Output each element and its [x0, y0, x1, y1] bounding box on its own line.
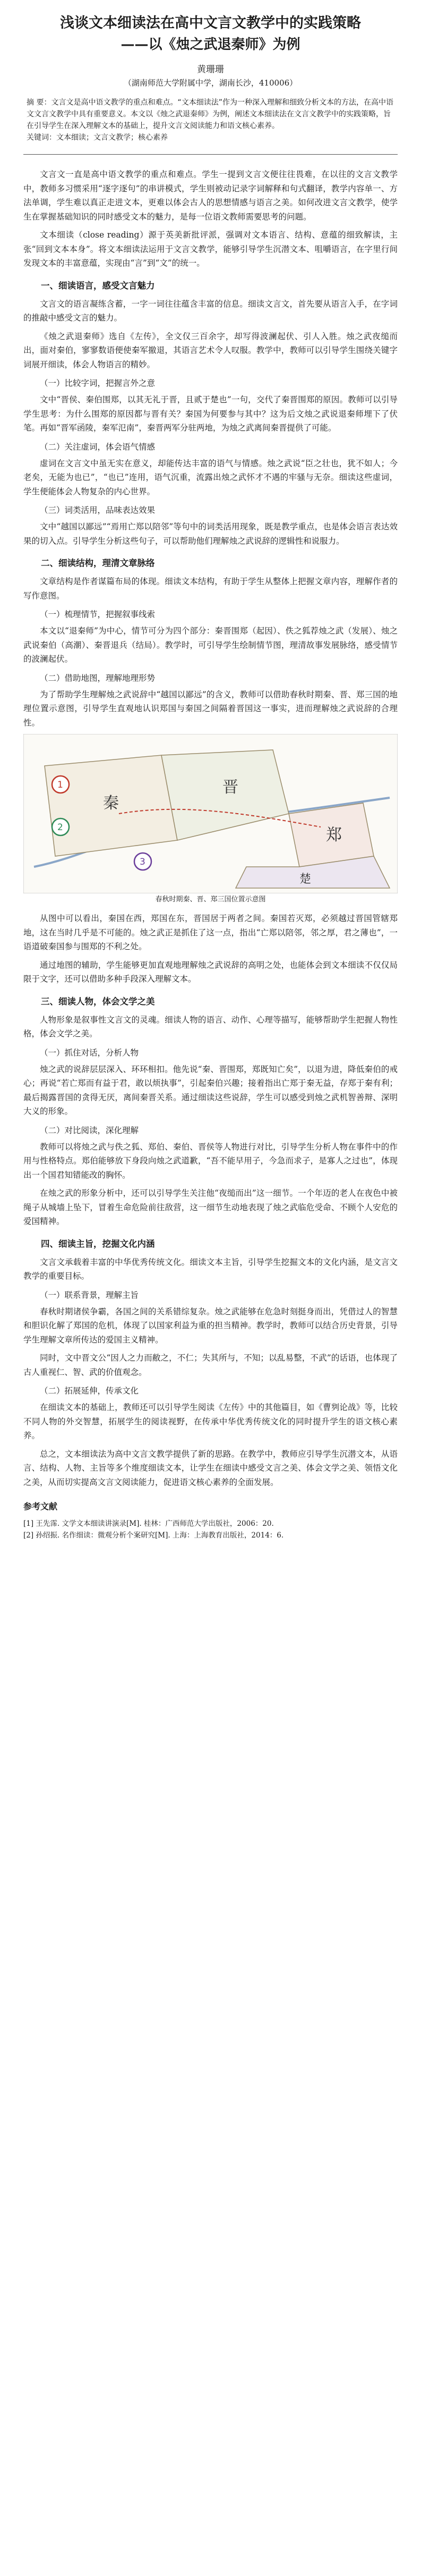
- body-paragraph: 为了帮助学生理解烛之武说辞中“越国以鄙远”的含义，教师可以借助春秋时期秦、晋、郑三国的地理位置示意图，引导学生直观地认识郑国与秦国之间隔着晋国这一事实，进而理解烛之武说辞的合理性。: [23, 689, 398, 728]
- body-paragraph: 教师可以将烛之武与佚之狐、郑伯、秦伯、晋侯等人物进行对比，引导学生分析人物在事件中的作用与性格特点。郑伯能够放下身段向烛之武道歉，“吾不能早用子，今急而求子，是寡人之过也”，体现出一个国君知错能改的胸怀。: [23, 1142, 398, 1180]
- references-list: [23, 1518, 398, 1541]
- map-label-chu: 楚: [299, 873, 312, 886]
- subsection-heading: （一）比较字词，把握言外之意: [40, 378, 156, 388]
- body-paragraph: 烛之武的说辞层层深入、环环相扣。他先说“秦、晋围郑，郑既知亡矣”，以退为进，降低秦伯的戒心；再说“若亡郑而有益于君，敢以烦执事”，引起秦伯兴趣；接着指出亡郑于秦无益，存郑于秦有利；最后揭露晋国的贪得无厌，离间秦晋关系。通过细读这些说辞，学生可以感受到烛之武机智善辩、深明大义的形象。: [23, 1064, 398, 1116]
- body-paragraph: 文中“越国以鄙远”“焉用亡郑以陪邻”等句中的词类活用现象，既是教学重点，也是体会语言表达效果的切入点。引导学生分析这些句子，可以帮助他们理解烛之武说辞的逻辑性和说服力。: [23, 522, 398, 546]
- reference-item: [2] 孙绍振. 名作细读：微观分析个案研究[M]. 上海：上海教育出版社，2014：6.: [23, 1531, 284, 1540]
- body-paragraph: 总之，文本细读法为高中文言文教学提供了新的思路。在教学中，教师应引导学生沉潜文本，从语言、结构、人物、主旨等多个维度细读文本，让学生在细读中感受文言之美、体会文学之美、领悟文化之美，从而切实提高文言文阅读能力，促进语文核心素养的全面发展。: [23, 1449, 398, 1487]
- body-paragraph: 文言文承载着丰富的中华优秀传统文化。细读文本主旨，引导学生挖掘文本的文化内涵，是文言文教学的重要目标。: [23, 1257, 398, 1281]
- subsection-heading: （二）借助地图，理解地理形势: [40, 673, 156, 683]
- body-paragraph: 人物形象是叙事性文言文的灵魂。细读人物的语言、动作、心理等描写，能够帮助学生把握人物性格，体会文学之美。: [23, 1015, 398, 1038]
- reference-item: [1] 王先霈. 文学文本细读讲演录[M]. 桂林：广西师范大学出版社，2006：20.: [23, 1519, 274, 1528]
- section-heading: 三、细读人物，体会文学之美: [41, 996, 155, 1007]
- map-label-jin: 晋: [222, 778, 238, 797]
- map-illustration: [23, 734, 398, 893]
- section-heading: 二、细读结构，理清文章脉络: [41, 558, 155, 568]
- body-paragraph: 从图中可以看出，秦国在西，郑国在东，晋国居于两者之间。秦国若灭郑，必须越过晋国管辖郑地，这在当时几乎是不可能的。烛之武正是抓住了这一点，指出“亡郑以陪邻，邻之厚，君之薄也”，一语道破秦国参与围郑的不利之处。: [23, 914, 398, 951]
- subsection-heading: （三）词类活用，品味表达效果: [40, 505, 156, 515]
- marker-label-3: 3: [140, 857, 145, 867]
- body-paragraph: 文章结构是作者谋篇布局的体现。细读文本结构，有助于学生从整体上把握文章内容，理解作者的写作意图。: [23, 577, 398, 601]
- section-heading: 一、细读语言，感受文言魅力: [41, 280, 155, 291]
- body-paragraph: 文言文的语言凝练含蓄，一字一词往往蕴含丰富的信息。细读文言文，首先要从语言入手，在字词的推敲中感受文言的魅力。: [23, 299, 398, 323]
- map-caption: 春秋时期秦、晋、郑三国位置示意图: [155, 896, 266, 903]
- body-part-3: [23, 994, 398, 1490]
- body-part-2: [23, 555, 398, 730]
- references-title: 参考文献: [23, 1501, 58, 1511]
- intro-paragraph: 文本细读（close reading）源于英美新批评派，强调对文本语言、结构、意蕴的细致解读，主张“回到文本本身”。将文本细读法运用于文言文教学，能够引导学生沉潜文本、咀嚼语言，在字里行间发现文本的丰富意蕴，实现由“言”到“文”的统一。: [23, 230, 398, 268]
- map-label-zheng: 郑: [326, 826, 342, 844]
- body-part-1: [23, 278, 398, 548]
- subsection-heading: （二）拓展延伸，传承文化: [40, 1386, 139, 1396]
- author-affiliation: （湖南师范大学附属中学，湖南长沙，410006）: [123, 78, 298, 88]
- section-heading: 四、细读主旨，挖掘文化内涵: [41, 1238, 155, 1249]
- map-discussion: [23, 911, 398, 986]
- body-paragraph: 在细读文本的基础上，教师还可以引导学生阅读《左传》中的其他篇目，如《曹刿论战》等，比较不同人物的外交智慧，拓展学生的阅读视野，在传承中华优秀传统文化的同时提升学生的语文核心素养。: [23, 1403, 398, 1440]
- body-paragraph: 在烛之武的形象分析中，还可以引导学生关注他“夜缒而出”这一细节。一个年迈的老人在夜色中被绳子从城墙上坠下，冒着生命危险前往敌营，这一细节生动地表现了烛之武临危受命、不顾个人安危的爱国精神。: [23, 1188, 398, 1226]
- body-paragraph: 文中“晋侯、秦伯围郑，以其无礼于晋，且贰于楚也”一句，交代了秦晋围郑的原因。教师可以引导学生思考：为什么围郑的原因都与晋有关？秦国为何要参与其中？这为后文烛之武说退秦师埋下了伏笔。再如“晋军函陵，秦军氾南”，秦晋两军分驻两地，为烛之武离间秦晋提供了可能。: [23, 395, 398, 433]
- author-name: 黄珊珊: [197, 64, 224, 75]
- divider: [23, 154, 398, 155]
- subsection-heading: （二）关注虚词，体会语气情感: [40, 442, 156, 452]
- subsection-heading: （二）对比阅读，深化理解: [40, 1125, 139, 1135]
- subsection-heading: （一）梳理情节，把握叙事线索: [40, 610, 156, 619]
- subsection-heading: （一）抓住对话，分析人物: [40, 1048, 139, 1058]
- marker-label-1: 1: [57, 780, 63, 790]
- introduction: [23, 167, 398, 271]
- body-paragraph: 虚词在文言文中虽无实在意义，却能传达丰富的语气与情感。烛之武说“臣之壮也，犹不如人；今老矣，无能为也已”，“也已”连用，语气沉重，流露出烛之武怀才不遇的牢骚与无奈。细读这些虚词，学生便能体会人物复杂的内心世界。: [23, 458, 398, 496]
- subsection-heading: （一）联系背景，理解主旨: [40, 1290, 139, 1300]
- article-title: 浅谈文本细读法在高中文言文教学中的实践策略: [60, 15, 361, 31]
- body-paragraph: 春秋时期诸侯争霸，各国之间的关系错综复杂。烛之武能够在危急时刻挺身而出，凭借过人的智慧和胆识化解了郑国的危机，体现了以国家利益为重的担当精神。教学时，教师可以结合历史背景，引导学生理解文章所传达的爱国主义精神。: [23, 1306, 398, 1345]
- article-subtitle: ——以《烛之武退秦师》为例: [121, 37, 300, 53]
- map-figure: [23, 734, 398, 905]
- abstract: 摘 要：文言文是高中语文教学的重点和难点。“文本细读法”作为一种深入理解和细致分析文本的方法，在高中语文文言文教学中具有重要意义。本文以《烛之武退秦师》为例，阐述文本细读法在文言文教学中的实践策略，旨在引导学生在深入理解文本的基础上，提升文言文阅读能力和语文核心素养。: [27, 98, 393, 130]
- intro-paragraph: 文言文一直是高中语文教学的重点和难点。学生一提到文言文便往往畏难，在以往的文言文教学中，教师多习惯采用“逐字逐句”的串讲模式，学生则被动记录字词解释和句式翻译，教学内容单一、方法单调，学生难以真正走进文本，更难以体会古人的思想情感与语言之美。如何改进文言文教学，使学生在掌握基础知识的同时感受文本的魅力，是每一位语文教师需要思考的问题。: [23, 170, 398, 222]
- marker-label-2: 2: [57, 822, 63, 833]
- body-paragraph: 本文以“退秦师”为中心，情节可分为四个部分：秦晋围郑（起因）、佚之狐荐烛之武（发展）、烛之武说秦伯（高潮）、秦晋退兵（结局）。教学时，可引导学生绘制情节图，理清故事发展脉络，感受情节的波澜起伏。: [23, 626, 398, 664]
- map-label-qin: 秦: [103, 794, 119, 813]
- keywords: 关键词：文本细读；文言文教学；核心素养: [27, 133, 168, 142]
- body-paragraph: 同时，文中晋文公“因人之力而敝之，不仁；失其所与，不知；以乱易整，不武”的话语，也体现了古人重视仁、智、武的价值观念。: [23, 1353, 398, 1377]
- body-paragraph: 《烛之武退秦师》选自《左传》，全文仅三百余字，却写得波澜起伏、引人入胜。烛之武夜缒而出，面对秦伯，寥寥数语便使秦军撤退，其语言艺术令人叹服。教学中，教师可以引导学生围绕关键字词展开细读，体会人物语言的精妙。: [23, 331, 398, 369]
- body-paragraph: 通过地图的辅助，学生能够更加直观地理解烛之武说辞的高明之处，也能体会到文本细读不仅仅局限于文字，还可以借助多种手段深入理解文本。: [23, 960, 398, 984]
